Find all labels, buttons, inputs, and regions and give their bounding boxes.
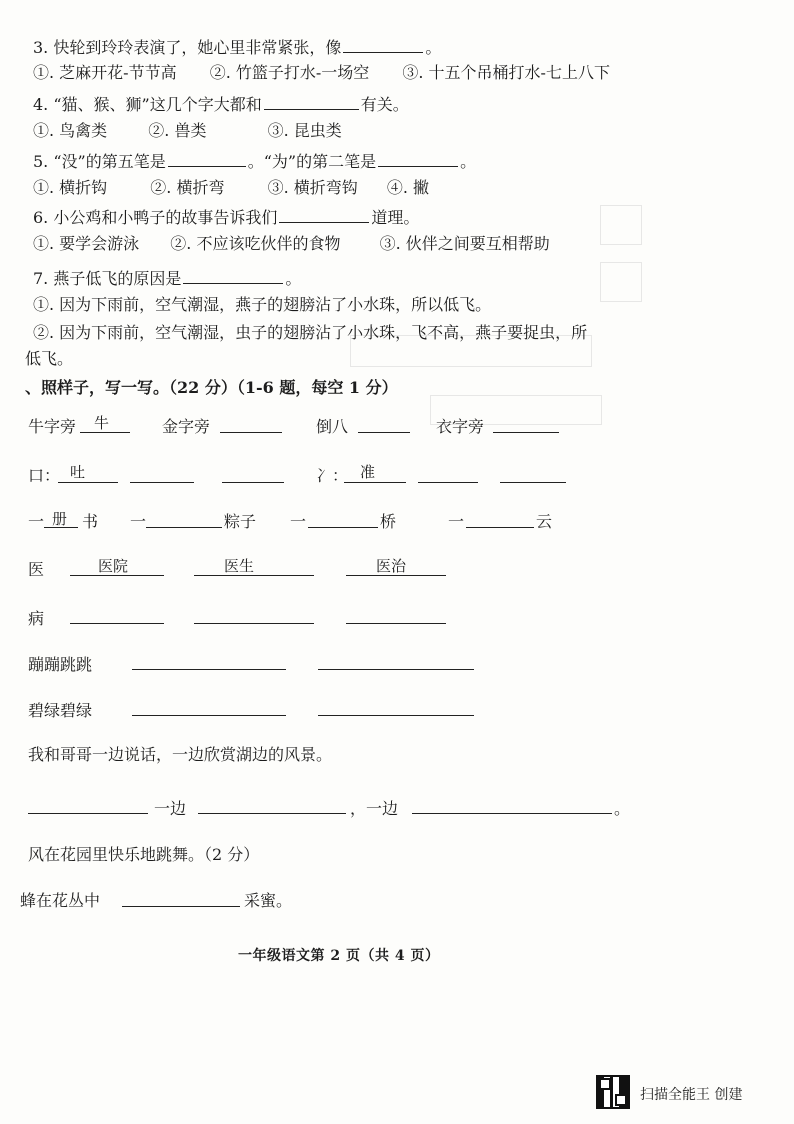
word-answer: 医院 (98, 557, 129, 575)
answer-blank[interactable] (279, 206, 369, 223)
question-5-options (33, 177, 457, 199)
measure-answer: 册 (52, 510, 68, 528)
char-answer: 吐 (70, 463, 86, 481)
question-7-option-2[interactable]: ②. 因为下雨前，空气潮湿，虫子的翅膀沾了小水珠，飞不高，燕子要捉虫，所 (33, 323, 588, 342)
measure-word: 一 (448, 512, 465, 531)
word-label: 蹦蹦跳跳 (28, 655, 93, 674)
option[interactable]: ①. 芝麻开花-节节高 (33, 63, 177, 82)
answer-blank[interactable] (343, 36, 423, 53)
answer-blank[interactable] (222, 482, 284, 483)
option[interactable]: ③. 昆虫类 (267, 121, 342, 140)
answer-blank[interactable] (493, 432, 559, 433)
option[interactable]: ④. 撇 (386, 178, 430, 197)
measure-noun: 桥 (380, 512, 397, 531)
answer-blank[interactable] (344, 482, 406, 483)
option[interactable]: ③. 伙伴之间要互相帮助 (379, 234, 550, 253)
qr-code-icon (596, 1075, 630, 1109)
answer-blank[interactable] (418, 482, 478, 483)
option[interactable]: ③. 十五个吊桶打水-七上八下 (402, 63, 610, 82)
question-4: 4. “猫、猴、狮”这几个字大都和 有关。 (33, 95, 409, 114)
answer-blank[interactable] (466, 527, 534, 528)
scanner-brand: 扫描全能王 创建 (640, 1087, 743, 1103)
option[interactable]: ①. 要学会游泳 (33, 234, 140, 253)
example-sentence-2: 风在花园里快乐地跳舞。（2 分） (28, 845, 260, 864)
answer-blank[interactable] (378, 150, 458, 167)
question-7: 7. 燕子低飞的原因是 。 (33, 269, 302, 288)
period: 。 (614, 799, 631, 818)
word-answer: 医生 (224, 557, 255, 575)
word-answer: 医治 (376, 557, 407, 575)
char-label: 医 (28, 560, 45, 579)
measure-noun: 书 (82, 512, 99, 531)
char-answer: 准 (360, 463, 376, 481)
measure-word: 一 (290, 512, 307, 531)
answer-blank[interactable] (70, 623, 164, 624)
answer-blank[interactable] (346, 623, 446, 624)
sentence-end: 采蜜。 (244, 891, 293, 910)
section-heading: 、照样子，写一写。（22 分）（1-6 题，每空 1 分） (25, 378, 398, 397)
option[interactable]: ②. 横折弯 (150, 178, 225, 197)
option[interactable]: ②. 竹篮子打水-一场空 (209, 63, 370, 82)
ghost-grid (600, 262, 642, 302)
option[interactable]: ①. 鸟禽类 (33, 121, 108, 140)
radical-label: 牛字旁 (28, 417, 77, 436)
answer-blank[interactable] (264, 93, 359, 110)
question-5: 5. “没”的第五笔是 。“为”的第二笔是 。 (33, 152, 477, 171)
answer-blank[interactable] (130, 482, 194, 483)
answer-blank[interactable] (183, 267, 283, 284)
sentence-start: 蜂在花丛中 (20, 891, 101, 910)
option[interactable]: ①. 横折钩 (33, 178, 108, 197)
char-label: 冫： (316, 466, 349, 485)
answer-blank[interactable] (220, 432, 282, 433)
answer-blank[interactable] (358, 432, 410, 433)
connector-word: ，一边 (350, 799, 399, 818)
answer-blank[interactable] (132, 669, 286, 670)
word-label: 碧绿碧绿 (28, 701, 93, 720)
answer-blank[interactable] (194, 623, 314, 624)
char-label: 病 (28, 609, 45, 628)
question-7-option-2-cont: 低飞。 (25, 349, 74, 368)
connector-word: 一边 (154, 799, 187, 818)
question-3-options (33, 62, 638, 84)
char-label: 口： (28, 466, 61, 485)
question-6-options (33, 233, 578, 255)
radical-label: 金字旁 (162, 417, 211, 436)
measure-noun: 粽子 (224, 512, 257, 531)
option[interactable]: ③. 横折弯钩 (267, 178, 358, 197)
answer-blank[interactable] (122, 906, 240, 907)
question-3: 3. 快轮到玲玲表演了，她心里非常紧张，像 。 (33, 38, 442, 57)
answer-blank[interactable] (168, 150, 246, 167)
radical-label: 倒八 (316, 417, 349, 436)
answer-blank[interactable] (318, 669, 474, 670)
page-footer: 一年级语文第 2 页（共 4 页） (238, 948, 440, 964)
measure-word: 一 (28, 512, 45, 531)
example-sentence: 我和哥哥一边说话，一边欣赏湖边的风景。 (28, 745, 333, 764)
answer-blank[interactable] (58, 482, 118, 483)
question-4-options (33, 120, 370, 142)
answer-blank[interactable] (146, 527, 222, 528)
answer-blank[interactable] (500, 482, 566, 483)
answer-blank[interactable] (198, 813, 346, 814)
radical-label: 衣字旁 (436, 417, 485, 436)
option[interactable]: ②. 不应该吃伙伴的食物 (170, 234, 341, 253)
answer-blank[interactable] (412, 813, 612, 814)
answer-blank[interactable] (308, 527, 378, 528)
radical-answer: 牛 (94, 414, 110, 432)
option[interactable]: ②. 兽类 (148, 121, 207, 140)
answer-blank[interactable] (132, 715, 286, 716)
ghost-grid (600, 205, 642, 245)
measure-word: 一 (130, 512, 147, 531)
answer-blank[interactable] (28, 813, 148, 814)
measure-noun: 云 (536, 512, 553, 531)
question-7-option-1[interactable]: ①. 因为下雨前，空气潮湿，燕子的翅膀沾了小水珠，所以低飞。 (33, 295, 492, 314)
answer-blank[interactable] (318, 715, 474, 716)
question-6: 6. 小公鸡和小鸭子的故事告诉我们 道理。 (33, 208, 420, 227)
